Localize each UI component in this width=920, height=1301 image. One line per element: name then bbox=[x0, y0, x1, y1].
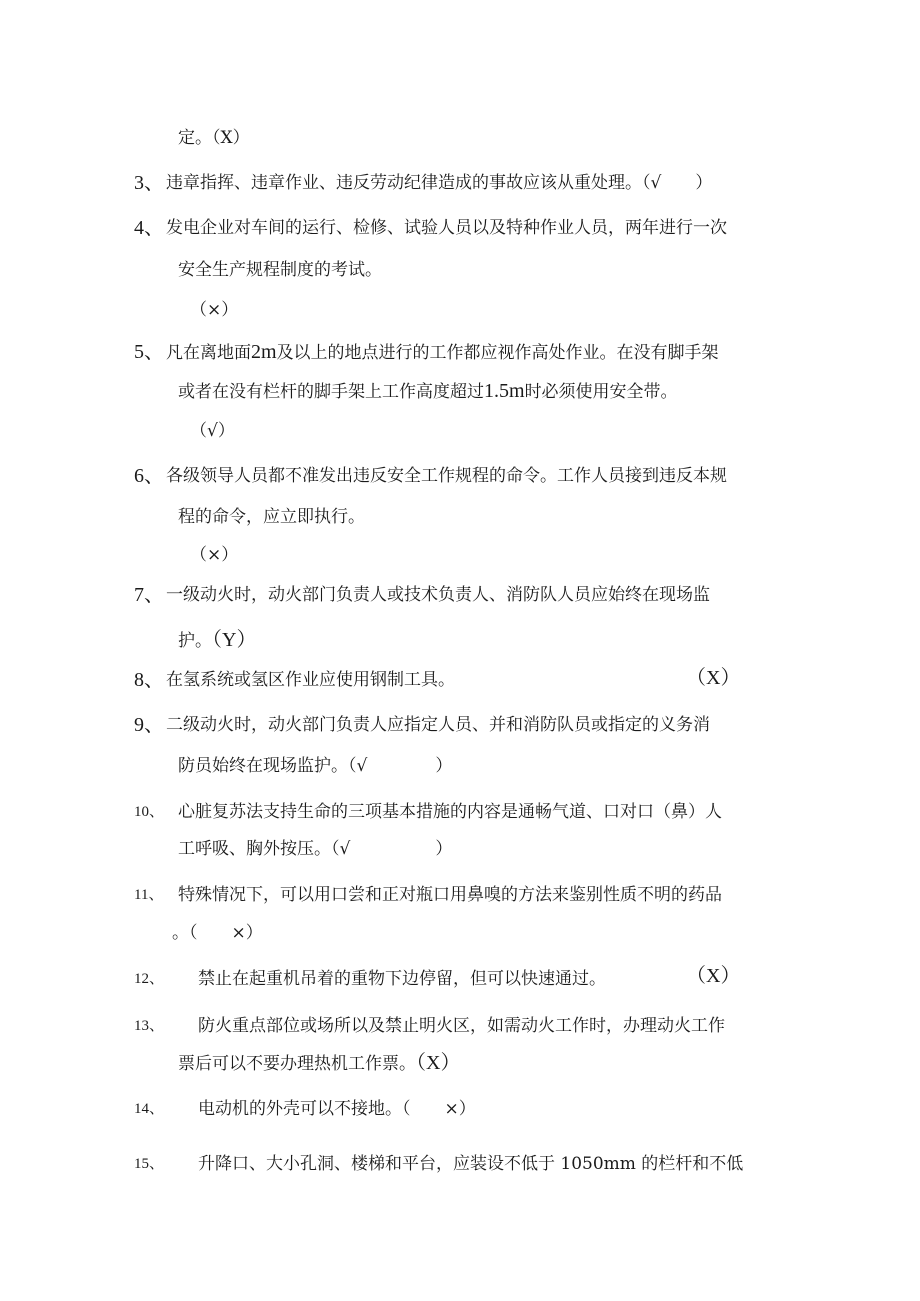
q12-answer: （X） bbox=[686, 965, 741, 987]
q12-text: 禁止在起重机吊着的重物下边停留，但可以快速通过。 bbox=[198, 969, 606, 989]
q2-continuation: 定。（X） bbox=[178, 128, 250, 148]
q15-line1: 升降口、大小孔洞、楼梯和平台，应装设不低于 1050mm 的栏杆和不低 bbox=[198, 1154, 744, 1174]
q5-line1 bbox=[166, 341, 719, 364]
q14-text: 电动机的外壳可以不接地。（ ×） bbox=[198, 1099, 476, 1119]
q11-number: 11、 bbox=[134, 887, 164, 903]
q9-line1: 二级动火时，动火部门负责人应指定人员、并和消防队员或指定的义务消 bbox=[166, 715, 710, 735]
q3-number: 3、 bbox=[134, 172, 164, 194]
q5-number: 5、 bbox=[134, 341, 164, 363]
q4-line2: 安全生产规程制度的考试。 bbox=[178, 260, 382, 280]
q5-line2 bbox=[178, 380, 678, 403]
q3-text: 违章指挥、违章作业、违反劳动纪律造成的事故应该从重处理。（√ ） bbox=[166, 173, 713, 193]
q7-line2 bbox=[178, 629, 256, 652]
q13-line1: 防火重点部位或场所以及禁止明火区，如需动火工作时，办理动火工作 bbox=[198, 1016, 725, 1036]
q13-answer: （X） bbox=[416, 1052, 461, 1074]
q8-answer: （X） bbox=[686, 667, 741, 689]
q14-number: 14、 bbox=[134, 1101, 165, 1117]
q8-number: 8、 bbox=[134, 669, 164, 691]
q10-line2: 工呼吸、胸外按压。（√ ） bbox=[178, 839, 453, 859]
q5-line1-a: 凡在离地面 bbox=[166, 343, 251, 363]
q15-number: 15、 bbox=[134, 1156, 165, 1172]
q11-line2: 。（ ×） bbox=[172, 923, 263, 943]
q5-answer: （√） bbox=[190, 421, 235, 441]
q12-number: 12、 bbox=[134, 971, 165, 987]
q13-line2 bbox=[178, 1052, 460, 1075]
q4-answer: （×） bbox=[190, 300, 239, 320]
q5-line2-a: 或者在没有栏杆的脚手架上工作高度超过 bbox=[178, 382, 484, 402]
q10-number: 10、 bbox=[134, 804, 165, 820]
q10-line1: 心脏复苏法支持生命的三项基本措施的内容是通畅气道、口对口（鼻）人 bbox=[178, 802, 722, 822]
q8-text: 在氢系统或氢区作业应使用钢制工具。 bbox=[166, 670, 455, 690]
q5-height-value: 2m bbox=[251, 341, 277, 363]
q5-line2-c: 时必须使用安全带。 bbox=[524, 382, 678, 402]
q5-line1-c: 及以上的地点进行的工作都应视作高处作业。在没有脚手架 bbox=[276, 343, 719, 363]
q9-number: 9、 bbox=[134, 714, 164, 736]
q7-line1: 一级动火时，动火部门负责人或技术负责人、消防队人员应始终在现场监 bbox=[166, 585, 710, 605]
q5-height-limit: 1.5m bbox=[484, 380, 525, 402]
q6-number: 6、 bbox=[134, 465, 164, 487]
q7-answer: （Y） bbox=[212, 629, 257, 651]
q7-line2-a: 护。 bbox=[178, 631, 212, 651]
q7-number: 7、 bbox=[134, 584, 164, 606]
q6-line1: 各级领导人员都不准发出违反安全工作规程的命令。工作人员接到违反本规 bbox=[166, 466, 727, 486]
q4-line1: 发电企业对车间的运行、检修、试验人员以及特种作业人员，两年进行一次 bbox=[166, 218, 727, 238]
q9-line2: 防员始终在现场监护。（√ ） bbox=[178, 756, 453, 776]
q13-line2-a: 票后可以不要办理热机工作票。 bbox=[178, 1054, 416, 1074]
q13-number: 13、 bbox=[134, 1018, 165, 1034]
q4-number: 4、 bbox=[134, 217, 164, 239]
q11-line1: 特殊情况下，可以用口尝和正对瓶口用鼻嗅的方法来鉴别性质不明的药品 bbox=[178, 885, 722, 905]
q6-line2: 程的命令，应立即执行。 bbox=[178, 507, 365, 527]
q6-answer: （×） bbox=[190, 545, 239, 565]
